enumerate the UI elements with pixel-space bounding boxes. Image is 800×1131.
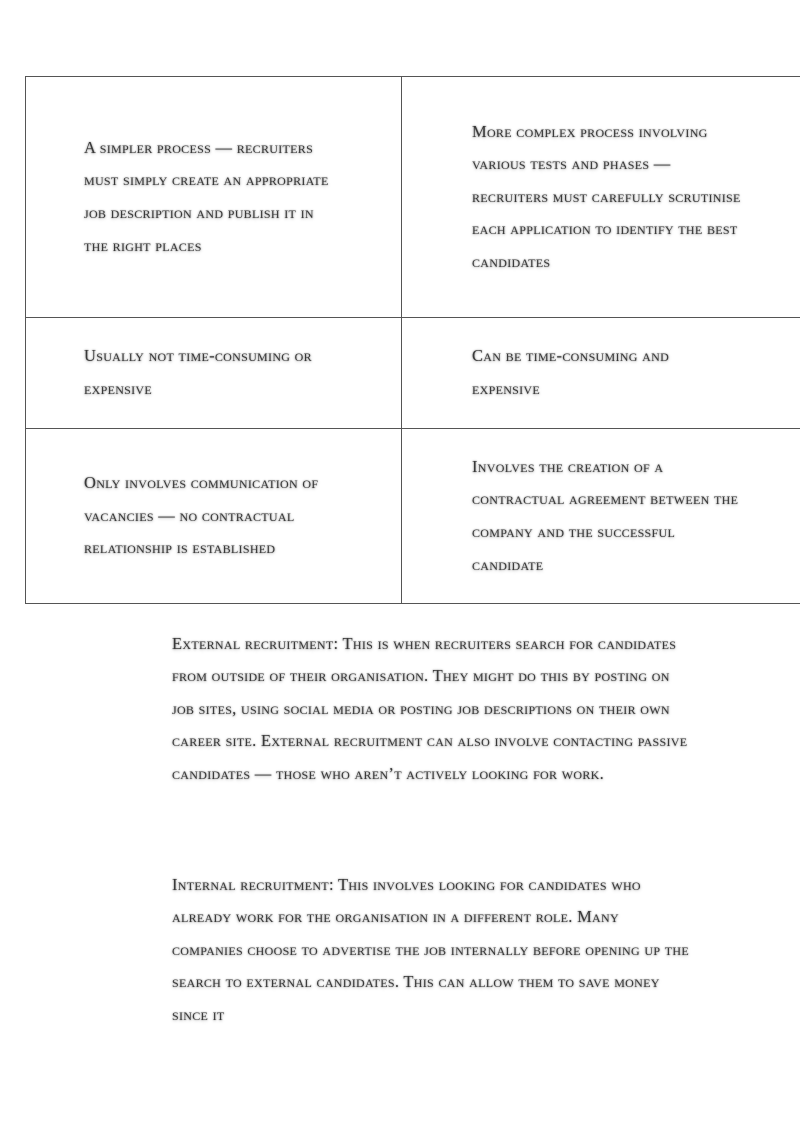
comparison-table [25, 76, 800, 604]
cell-text: Only involves communication of vacancies — no contractual relationship is established [84, 473, 319, 558]
table-row [26, 318, 800, 429]
cell-text: More complex process involving various tests and phases — recruiters must carefully scrutinise each application to identify the best candidates [472, 121, 741, 271]
table-cell [402, 77, 800, 318]
table-cell [402, 318, 800, 429]
table-cell [26, 318, 402, 429]
table-cell [26, 77, 402, 318]
cell-text: A simpler process — recruiters must simply create an appropriate job description and publish it in the right places [84, 137, 329, 255]
table-cell [402, 429, 800, 604]
table-cell [26, 429, 402, 604]
external-recruitment-paragraph: External recruitment: This is when recruiters search for candidates from outside of their organisation. They might do this by posting on job sites, using social media or posting job descriptions on their own career site. External recruitment can also involve contacting passive candidates — those who aren’t actively looking for work. [172, 633, 688, 783]
cell-text: Can be time-consuming and expensive [472, 346, 670, 398]
table-row [26, 429, 800, 604]
table-row [26, 77, 800, 318]
cell-text: Involves the creation of a contractual agreement between the company and the successful candidate [472, 456, 739, 574]
internal-recruitment-paragraph: Internal recruitment: This involves looking for candidates who already work for the organisation in a different role. Many companies choose to advertise the job internally before opening up the search to external candidates. This can allow them to save money since it [172, 874, 690, 1024]
cell-text: Usually not time-consuming or expensive [84, 346, 312, 398]
